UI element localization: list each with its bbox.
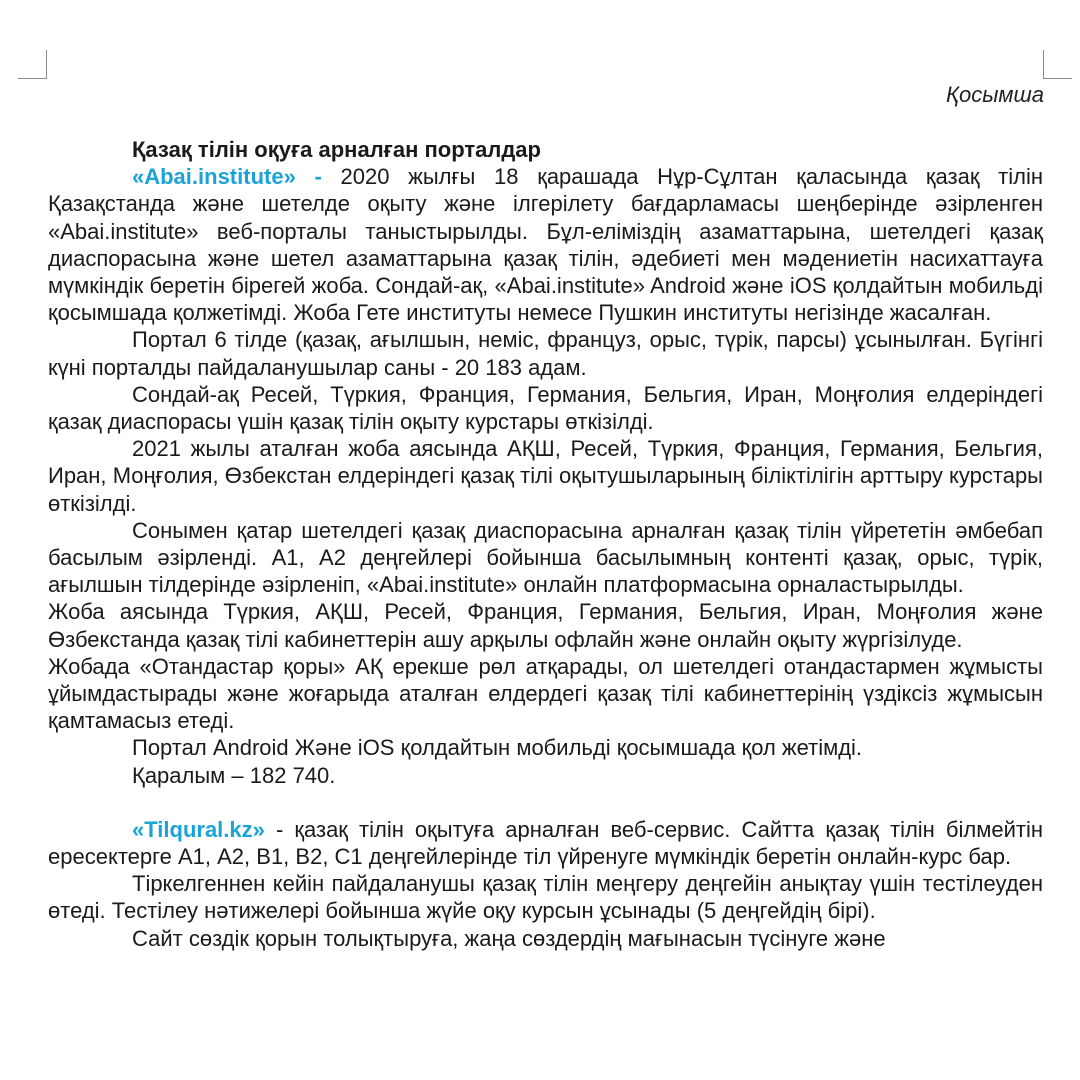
abai-paragraph-2021: 2021 жылы аталған жоба аясында АҚШ, Ресей, Түркия, Франция, Германия, Бельгия, Иран, Моңғолия, Өзбекстан елдеріндегі қазақ тілі оқытушыларының біліктілігін арттыру курстары өткізілді.: [48, 436, 1043, 516]
tilqural-intro-text: - қазақ тілін оқытуға арналған веб-сервис. Сайтта қазақ тілін білмейтін ересектерге А1, А2, В1, В2, С1 деңгейлерінде тіл үйренуге мүмкіндік беретін онлайн-курс бар.: [48, 816, 1043, 870]
crop-mark-left-vertical: [46, 50, 47, 79]
tilqural-link[interactable]: «Tilqural.kz»: [132, 816, 265, 842]
paragraph-gap: [48, 789, 1043, 816]
crop-mark-left-horizontal: [18, 78, 47, 79]
abai-paragraph-courses: Сондай-ақ Ресей, Түркия, Франция, Германия, Бельгия, Иран, Моңғолия елдеріндегі қазақ диаспорасы үшін қазақ тілін оқыту курстары өткізілді.: [48, 381, 1043, 435]
tilqural-paragraph-vocabulary: Сайт сөздік қорын толықтыруға, жаңа сөздердің мағынасын түсінуге және: [132, 925, 886, 951]
abai-paragraph-mobile: Портал Android Және iOS қолдайтын мобильді қосымшада қол жетімді.: [132, 735, 863, 761]
abai-intro-paragraph: [48, 163, 1043, 326]
crop-mark-right-horizontal: [1043, 78, 1072, 79]
abai-paragraph-languages: Портал 6 тілде (қазақ, ағылшын, неміс, француз, орыс, түрік, парсы) ұсынылған. Бүгінгі күні порталды пайдаланушылар саны - 20 183 адам.: [48, 327, 1043, 380]
appendix-label: Қосымша: [946, 82, 1044, 107]
abai-paragraph-publication: Сонымен қатар шетелдегі қазақ диаспорасына арналған қазақ тілін үйрететін әмбебап басылым әзірленді. А1, А2 деңгейлері бойынша басылымның контенті қазақ, орыс, түрік, ағылшын тілдерінде әзірленіп, «Abai.institute» онлайн платформасына орналастырылды.: [48, 517, 1043, 598]
abai-institute-link[interactable]: «Abai.institute» -: [132, 164, 322, 190]
abai-paragraph-cabinets: Жоба аясында Түркия, АҚШ, Ресей, Франция, Германия, Бельгия, Иран, Моңғолия және Өзбекстанда қазақ тілі кабинеттерін ашу арқылы офлайн және онлайн оқыту жүргізілуде.: [48, 599, 1043, 652]
tilqural-intro-paragraph: [48, 816, 1043, 870]
abai-intro-text: 2020 жылғы 18 қарашада Нұр-Сұлтан қаласында қазақ тілін Қазақстанда және шетелде оқыту және ілгерілету бағдарламасы шеңберінде әзірленген «Abai.institute» веб-порталы таныстырылды. Бұл-еліміздің азаматтарына, шетелдегі қазақ диаспорасына және шетел азаматтарына қазақ тілін, әдебиеті мен мәдениетін насихаттауға мүмкіндік беретін бірегей жоба. Сондай-ақ, «Abai.institute» Android және iOS қолдайтын мобильді қосымшада қолжетімді. Жоба Гете институты немесе Пушкин институты негізінде жасалған.: [48, 164, 1043, 326]
tilqural-paragraph-testing: Тіркелгеннен кейін пайдаланушы қазақ тілін меңгеру деңгейін анықтау үшін тестілеуден өтеді. Тестілеу нәтижелері бойынша жүйе оқу курсын ұсынады (5 деңгейдің бірі).: [48, 871, 1043, 924]
document-body: [48, 136, 1043, 952]
abai-paragraph-views: Қаралым – 182 740.: [132, 762, 336, 788]
section-heading: Қазақ тілін оқуға арналған порталдар: [132, 137, 541, 162]
crop-mark-right-vertical: [1043, 50, 1044, 79]
abai-paragraph-foundation: Жобада «Отандастар қоры» АҚ ерекше рөл атқарады, ол шетелдегі отандастармен жұмысты ұйымдастырады және жоғарыда аталған елдердегі қазақ тілі кабинеттерінің үздіксіз жұмысын қамтамасыз етеді.: [48, 653, 1043, 734]
